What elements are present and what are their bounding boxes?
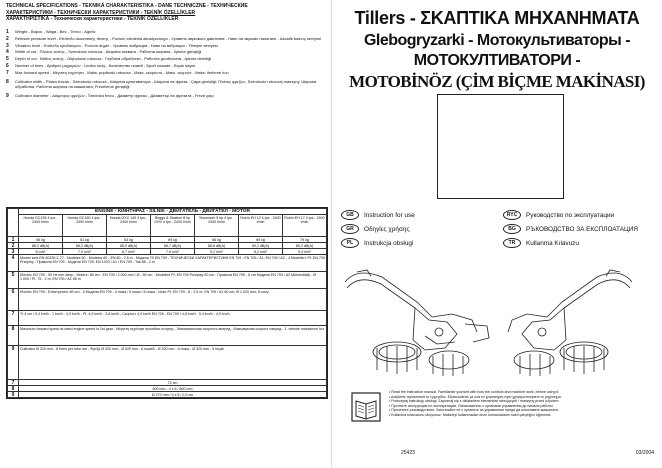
row-number: 4 bbox=[8, 255, 19, 272]
safety-notice-line: • Διαβάστε προσεκτικά το εγχειρίδιο. Εξοικειωθείτε με όλα τα χειριστήρια πριν χρησιμοποιήσετε το μηχάνημα. bbox=[389, 394, 562, 399]
legend-item bbox=[6, 44, 326, 49]
row-number: 7 bbox=[8, 380, 19, 386]
legend-item bbox=[6, 64, 326, 69]
table-row bbox=[8, 272, 327, 289]
legend-number: 8 bbox=[6, 79, 9, 86]
legend-number: 4 bbox=[6, 49, 9, 56]
table-cell: 88,2 dB(A) bbox=[19, 243, 63, 249]
legend-item bbox=[6, 30, 326, 35]
table-cell: 9,2 m/s² bbox=[195, 249, 239, 255]
read-manual-icon bbox=[351, 392, 381, 422]
safety-notice-line: • Прочтите инструкцию по эксплуатации. Ознакомьтесь с органами управления до начала работы. bbox=[389, 403, 554, 408]
table-row bbox=[8, 326, 327, 346]
language-entry bbox=[341, 238, 413, 248]
language-entry bbox=[503, 238, 579, 248]
row-number: 8 bbox=[8, 386, 19, 392]
spec-legend-list bbox=[6, 30, 326, 101]
legend-number: 2 bbox=[6, 35, 9, 42]
model-header: Honda GC135 4 tps - 2400 t/min bbox=[19, 215, 63, 237]
table-cell: 88,2 dB(A) bbox=[63, 243, 107, 249]
table-cell: 69 kg bbox=[151, 237, 195, 243]
cover-title-line-1: Tillers - ΣΚΑΠΤΙΚΑ ΜΗΧΑΝΗΜΑΤΑ bbox=[354, 8, 640, 28]
legend-number: 9 bbox=[6, 93, 9, 100]
language-badge: PL bbox=[341, 238, 359, 248]
legend-text: Weight - Βάρος - Waga - Вес - Тегло - Ağırlık bbox=[15, 29, 96, 34]
legend-item bbox=[6, 71, 326, 76]
legend-number: 1 bbox=[6, 29, 9, 35]
legend-item bbox=[6, 57, 326, 62]
language-label: РЪКОВОДСТВО ЗА ЕКСПЛОАТАЦИЯ bbox=[526, 225, 638, 233]
legend-item bbox=[6, 94, 326, 99]
table-cell: Electric EN 709 - Електронен: 80 cm - 3 Модели EN 709 - 4 ножа / 6 ножа / 8 ножа - Noże Pt. EN 709 - 8 - 2,5 m; EN 709 / A1 60 cm; Ø 1.020 mm; 8 noży bbox=[19, 289, 327, 311]
product-photo-frame bbox=[437, 94, 564, 199]
language-badge: TR bbox=[503, 238, 521, 248]
row-number: 1 bbox=[8, 237, 19, 243]
tiller-illustrations bbox=[337, 262, 657, 382]
safety-notice-line: • Przeczytaj instrukcję obsługi. Zapoznaj się z działaniem elementów sterujących i maszyny przed użyciem. bbox=[389, 399, 560, 404]
legend-number: 3 bbox=[6, 42, 9, 49]
legend-text: Number of tines - Αριθμός μαχαιριών - Liczba noży - Количество ножей - Брой ножове - Bıçak sayısı bbox=[15, 62, 196, 68]
tiller-drawing-left bbox=[345, 270, 489, 376]
legend-number: 7 bbox=[6, 69, 9, 76]
row-number: 6 bbox=[8, 289, 19, 311]
spec-heading-line: TECHNICAL SPECIFICATIONS - TEKNIKÁ CHARAKTERISTIKA - DANE TECHNICZNE - TEXHИЧЕСКИЕ bbox=[6, 3, 248, 9]
language-label: Kullanma Kılavuzu bbox=[526, 239, 579, 247]
model-header: Honda GC160 4 tps - 2400 t/min bbox=[63, 215, 107, 237]
table-cell: 8 m/s² bbox=[19, 249, 63, 255]
table-cell: 8,2 m/s² bbox=[239, 249, 283, 255]
table-cell: Mower sets EN 60335-2-77 - Modèles 50 - Modelos 60 - EN 60 - 2,5 m - Модели 70 EN 709 - ТЕХНИЧЕСКИ ХАРАКТЕРИСТИКИ EN 709 - EN 709 / A1; EN 709 / A2 - 4 Modelleri; Pt. EN 709 Przepisy - Правила EN 709 - Модели EN 709; EN 1033 / A1 / EN 709 - Tak 88 - 2 m bbox=[19, 255, 327, 272]
legend-number: 5 bbox=[6, 56, 9, 63]
language-entry bbox=[503, 224, 638, 234]
table-row bbox=[8, 289, 327, 311]
legend-text: Depth of cut - Βάθος κοπής - Głębokość robocza - Глубина обработки - Работна дълбочина - İşleme derinliği bbox=[15, 56, 212, 62]
legend-text: Width of cut - Πλάτος κοπής - Szerokość robocza - Ширина захвата - Работна ширина - İşleme genişliği bbox=[15, 49, 202, 55]
legend-item bbox=[6, 80, 326, 89]
table-cell: 79 kg bbox=[283, 237, 327, 243]
legend-text: Max forward speed - Μέγιστη ταχύτητα - Maks. prędkość robocza - Макс. скорость - Макс. скорост - Maks. ilerleme hızı bbox=[15, 69, 229, 75]
model-header: Robin EH 17 4 tps - 2400 t/min bbox=[283, 215, 327, 237]
table-cell: 58 kg bbox=[19, 237, 63, 243]
language-label: Руководство по эксплуатации bbox=[526, 211, 615, 219]
language-label: Instruction for use bbox=[364, 211, 415, 219]
row-number: 2 bbox=[8, 243, 19, 249]
document-date: 03/2004 bbox=[635, 450, 654, 456]
legend-text: Vibration level - Επίπεδο κραδασμών - Poziom drgań - Уровень вибрации - Ниво на вибрации - Titreşim seviyesi bbox=[15, 42, 218, 48]
table-row bbox=[8, 311, 327, 326]
legend-text: Reinsde pressure level - Επίπεδο ακουστικής πίεσης - Poziom ciśnienia akustycznego - Уровень звукового давления - Ниво на звуково налягане - Akustik basınç seviyesi bbox=[15, 35, 322, 41]
language-entry bbox=[341, 224, 410, 234]
table-cell: 88,8 dB(A) bbox=[195, 243, 239, 249]
language-label: Οδηγίες χρήσης bbox=[364, 225, 410, 233]
table-cell: 9,4 m/s² bbox=[283, 249, 327, 255]
cover-title-line-4: MOTOBİNÖZ (ÇİM BİÇME MAKİNASI) bbox=[349, 72, 645, 91]
model-header: Briggs & Stratton 8 hp OHV 4 tps - 2400 t/min bbox=[151, 215, 195, 237]
table-cell: 89,2 dB(A) bbox=[283, 243, 327, 249]
language-badge: BG bbox=[503, 224, 521, 234]
language-label: Instrukcja obsługi bbox=[364, 239, 414, 247]
safety-notice bbox=[389, 390, 657, 418]
table-cell: 66 kg bbox=[195, 237, 239, 243]
table-cell: 7,9 m/s² bbox=[63, 249, 107, 255]
language-entry bbox=[341, 210, 415, 220]
row-number: 8 bbox=[8, 326, 19, 346]
safety-notice-line: • Kullanma kılavuzunu okuyunuz. Makineyi kullanmadan önce kumandaların nasıl çalıştığını öğreniniz. bbox=[389, 412, 552, 417]
table-cell: 600 mm - 4 x 6 / 800 mm bbox=[19, 386, 327, 392]
safety-notice-line: • Прочетете ръководството. Запознайте се с органите за управление преди да използвате машината. bbox=[389, 408, 559, 413]
table-cell: Tr 4 cm / 5,4 km/h - 1 km/h - 4,9 km/h - Pt. 4,9 km/h - 3,8 km/h - Скорост 4,9 km/h EN 709 - EN 709 / 4,8 km/h - 5,4 km/h - 4,9 km/h bbox=[19, 311, 327, 326]
model-header: Honda GXV 140 4 tps - 2400 t/min bbox=[107, 215, 151, 237]
table-row bbox=[8, 255, 327, 272]
table-cell: Electric EN 709 - 50 Hz mm deep - Moteur: 80 cm - ΕΝ 709 / 2.000 mm / Ø - 80 cm - Modelleri Pt. EN 709 Przepisy 60 cm - Правила EN 709 - 8 cm Модели EN 709 / A2 Mühendislik - Ø 1.000 / Pt. 75 - 2 m; EN 709 / A1 55 m bbox=[19, 272, 327, 289]
table-cell: Ø 270 mm / 4 x 6 / 2,0 cm bbox=[19, 392, 327, 398]
table-cell: Maximum forward speed at rated engine speed in 1st gear - Μέγιστη ταχύτητα πρόσθιας κίνησης - Максимальная скорость вперед - Максимална скорост напред - 1. vitesde maksimum hız bbox=[19, 326, 327, 346]
table-cell: 72 cm bbox=[19, 380, 327, 386]
table-row bbox=[8, 346, 327, 380]
legend-text: Cultivator diameter - Διάμετρος φρεζών - Średnica frezu - Диаметр фрезы - Диаметър на фрезата - Freze çapı bbox=[15, 93, 214, 99]
row-number: 7 bbox=[8, 311, 19, 326]
language-entry bbox=[503, 210, 614, 220]
table-cell: 88,0 dB(A) bbox=[107, 243, 151, 249]
legend-number: 6 bbox=[6, 62, 9, 69]
table-cell: 89,2 dB(A) bbox=[239, 243, 283, 249]
spec-table bbox=[6, 207, 328, 399]
cover-page bbox=[331, 0, 662, 468]
table-cell: 69 kg bbox=[239, 237, 283, 243]
table-cell: 8,7 m/s² bbox=[107, 249, 151, 255]
language-badge: GR bbox=[341, 224, 359, 234]
table-cell: 7,8 m/s² bbox=[151, 249, 195, 255]
cover-title-line-3: МОТОКУЛТИВАТОРИ - bbox=[413, 52, 581, 69]
model-header: Tecumseh 5 hp 4 tps - 2400 t/min bbox=[195, 215, 239, 237]
legend-item bbox=[6, 37, 326, 42]
row-number: 3 bbox=[8, 249, 19, 255]
document-number: 25423 bbox=[401, 450, 415, 456]
legend-text: Cultivator width - Platos frezas - Szerokość robocza - Ширина культиватора - Ширина на фреза - Çapa genişliği; Πλάτος φρεζών, Szerokość roboczej maszyny, Ширина обработки, Работна ширина на машината, Frezeleme genişliği bbox=[15, 79, 317, 89]
legend-item bbox=[6, 50, 326, 55]
table-cell: 63 kg bbox=[107, 237, 151, 243]
table-cell: Cultivator Ø 320 mm - 6 tines per rotor set - Φρέζα Ø 320 mm - Ø 320 mm - 6 ножей - Ø 320 mm - 6 ножа - Ø 320 mm - 6 bıçak bbox=[19, 346, 327, 380]
language-badge: GB bbox=[341, 210, 359, 220]
table-cell: 88,7 dB(A) bbox=[151, 243, 195, 249]
row-number: 5 bbox=[8, 272, 19, 289]
table-corner bbox=[8, 209, 19, 237]
model-header: Robin EH 12 4 tps - 2400 t/min bbox=[239, 215, 283, 237]
language-badge: RYC bbox=[503, 210, 521, 220]
safety-notice-line: • Read the instruction manual. Familiarise yourself with how the controls and machine work, before using it. bbox=[389, 390, 560, 394]
engine-header: ENGINE - ΚΙΝΗΤΗΡΑΣ - SILNIK - ДВИГАТЕЛЬ - ДВИГАТЕЛ - MOTOR bbox=[19, 209, 327, 215]
spec-heading-line: ΧΑΡΑΚΤΗΡΙΣΤΙΚΑ - Технически характеристики - TEKNİK ÖZELLİKLER bbox=[6, 16, 179, 22]
spec-heading bbox=[6, 3, 326, 23]
row-number: 9 bbox=[8, 392, 19, 398]
tiller-drawing-right bbox=[508, 270, 632, 376]
table-row bbox=[8, 392, 327, 398]
table-cell: 61 kg bbox=[63, 237, 107, 243]
cover-title-line-2: Glebogryzarki - Мотокультиваторы - bbox=[363, 32, 631, 49]
spec-heading-line: ХАРАКТЕРИСТИКИ - ТЕХНИЧЕСКИ ХАРАКТЕРИСТИКИ - TEKNİK ÖZELLİKLER bbox=[6, 9, 196, 16]
row-number: 9 bbox=[8, 346, 19, 380]
